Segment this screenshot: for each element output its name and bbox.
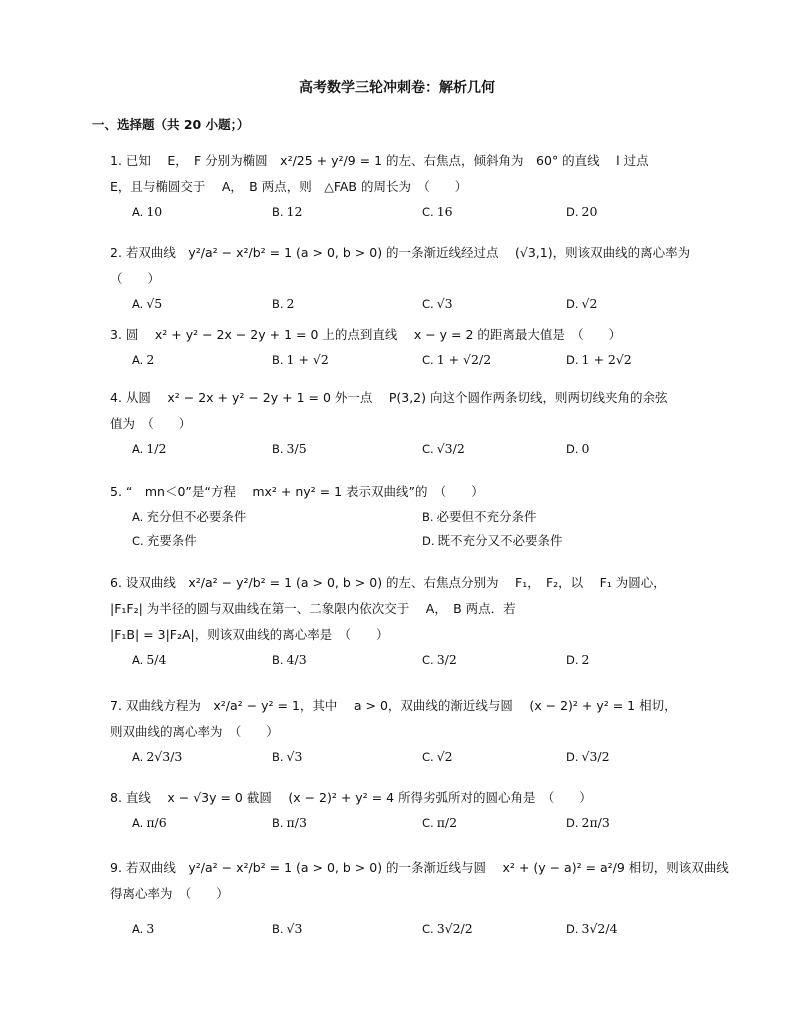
question-4-line-2: 值为 （ ）: [110, 416, 192, 431]
page-title: 高考数学三轮冲刺卷：解析几何: [299, 80, 495, 96]
question-4-line-1: 4. 从圆 x² − 2x + y² − 2y + 1 = 0 外一点 P(3,2) 向这个圆作两条切线，则两切线夹角的余弦: [110, 390, 668, 405]
question-9-line-2: 得离心率为 （ ）: [110, 886, 229, 901]
option-c[interactable]: C. √3: [422, 296, 453, 311]
option-b[interactable]: B. 4/3: [272, 652, 307, 667]
question-7-options: [110, 745, 710, 769]
option-b[interactable]: B. 1 + √2: [272, 352, 329, 367]
option-d[interactable]: D. √3/2: [566, 749, 610, 764]
question-9-options: [110, 917, 710, 941]
option-a[interactable]: A. 2: [132, 352, 155, 367]
option-a[interactable]: A. π/6: [132, 815, 167, 830]
option-b[interactable]: B. π/3: [272, 815, 307, 830]
question-4-options: [110, 437, 710, 461]
option-c[interactable]: C. 3√2/2: [422, 921, 473, 936]
question-1-options: [110, 200, 710, 224]
option-b[interactable]: B. 3/5: [272, 441, 307, 456]
question-8-line-1: 8. 直线 x − √3y = 0 截圆 (x − 2)² + y² = 4 所得劣弧所对的圆心角是 （ ）: [110, 790, 592, 805]
option-c[interactable]: C. 16: [422, 204, 453, 219]
option-c[interactable]: C. 3/2: [422, 652, 457, 667]
option-a[interactable]: A. 3: [132, 921, 155, 936]
question-5-line-1: 5. “ mn＜0”是“方程 mx² + ny² = 1 表示双曲线”的 （ ）: [110, 484, 484, 499]
option-a[interactable]: A. 5/4: [132, 652, 167, 667]
question-7: [110, 693, 710, 769]
question-1: [110, 148, 710, 224]
option-d[interactable]: D. √2: [566, 296, 598, 311]
option-a[interactable]: A. √5: [132, 296, 163, 311]
option-d[interactable]: D. 既不充分又不必要条件: [422, 533, 563, 548]
option-a[interactable]: A. 充分但不必要条件: [132, 509, 247, 524]
option-c[interactable]: C. √2: [422, 749, 453, 764]
option-c[interactable]: C. √3/2: [422, 441, 465, 456]
question-6-options: [110, 648, 710, 672]
question-2-options: [110, 292, 710, 316]
question-1-line-2: E，且与椭圆交于 A， B 两点，则 △FAB 的周长为 （ ）: [110, 179, 468, 194]
option-b[interactable]: B. 2: [272, 296, 295, 311]
question-5: [110, 479, 710, 553]
option-b[interactable]: B. 12: [272, 204, 303, 219]
question-7-line-2: 则双曲线的离心率为 （ ）: [110, 724, 279, 739]
option-b[interactable]: B. √3: [272, 921, 303, 936]
question-8: [110, 785, 710, 835]
option-d[interactable]: D. 1 + 2√2: [566, 352, 632, 367]
section-heading: 一、选择题（共 20 小题；）: [92, 117, 250, 132]
question-6-line-2: |F₁F₂| 为半径的圆与双曲线在第一、二象限内依次交于 A， B 两点．若: [110, 601, 516, 616]
question-6: [110, 570, 710, 672]
question-3: [110, 322, 710, 372]
option-c[interactable]: C. 1 + √2/2: [422, 352, 492, 367]
option-d[interactable]: D. 0: [566, 441, 590, 456]
option-d[interactable]: D. 2π/3: [566, 815, 610, 830]
question-9-line-1: 9. 若双曲线 y²/a² − x²/b² = 1 (a > 0, b > 0) 的一条渐近线与圆 x² + (y − a)² = a²/9 相切，则该双曲线: [110, 860, 729, 875]
question-6-line-1: 6. 设双曲线 x²/a² − y²/b² = 1 (a > 0, b > 0) 的左、右焦点分别为 F₁， F₂，以 F₁ 为圆心，: [110, 575, 666, 590]
question-3-line-1: 3. 圆 x² + y² − 2x − 2y + 1 = 0 上的点到直线 x − y = 2 的距离最大值是 （ ）: [110, 327, 622, 342]
question-4: [110, 385, 710, 461]
option-d[interactable]: D. 3√2/4: [566, 921, 618, 936]
question-2: [110, 240, 710, 316]
question-3-options: [110, 348, 710, 372]
question-5-options-row-1: [110, 505, 710, 529]
question-8-options: [110, 811, 710, 835]
option-d[interactable]: D. 20: [566, 204, 598, 219]
question-5-options-row-2: [110, 529, 710, 553]
option-c[interactable]: C. π/2: [422, 815, 458, 830]
option-a[interactable]: A. 10: [132, 204, 163, 219]
question-2-line-2: （ ）: [110, 271, 161, 286]
option-b[interactable]: B. √3: [272, 749, 303, 764]
question-7-line-1: 7. 双曲线方程为 x²/a² − y² = 1，其中 a > 0，双曲线的渐近线与圆 (x − 2)² + y² = 1 相切，: [110, 698, 677, 713]
question-2-line-1: 2. 若双曲线 y²/a² − x²/b² = 1 (a > 0, b > 0) 的一条渐近线经过点 (√3,1)，则该双曲线的离心率为: [110, 245, 691, 260]
option-a[interactable]: A. 2√3/3: [132, 749, 183, 764]
question-1-line-1: 1. 已知 E， F 分别为椭圆 x²/25 + y²/9 = 1 的左、右焦点，倾斜角为 60° 的直线 l 过点: [110, 153, 649, 168]
option-d[interactable]: D. 2: [566, 652, 590, 667]
option-c[interactable]: C. 充要条件: [132, 533, 197, 548]
option-a[interactable]: A. 1/2: [132, 441, 167, 456]
question-9: [110, 855, 729, 941]
question-6-line-3: |F₁B| = 3|F₂A|，则该双曲线的离心率是 （ ）: [110, 627, 389, 642]
option-b[interactable]: B. 必要但不充分条件: [422, 509, 537, 524]
